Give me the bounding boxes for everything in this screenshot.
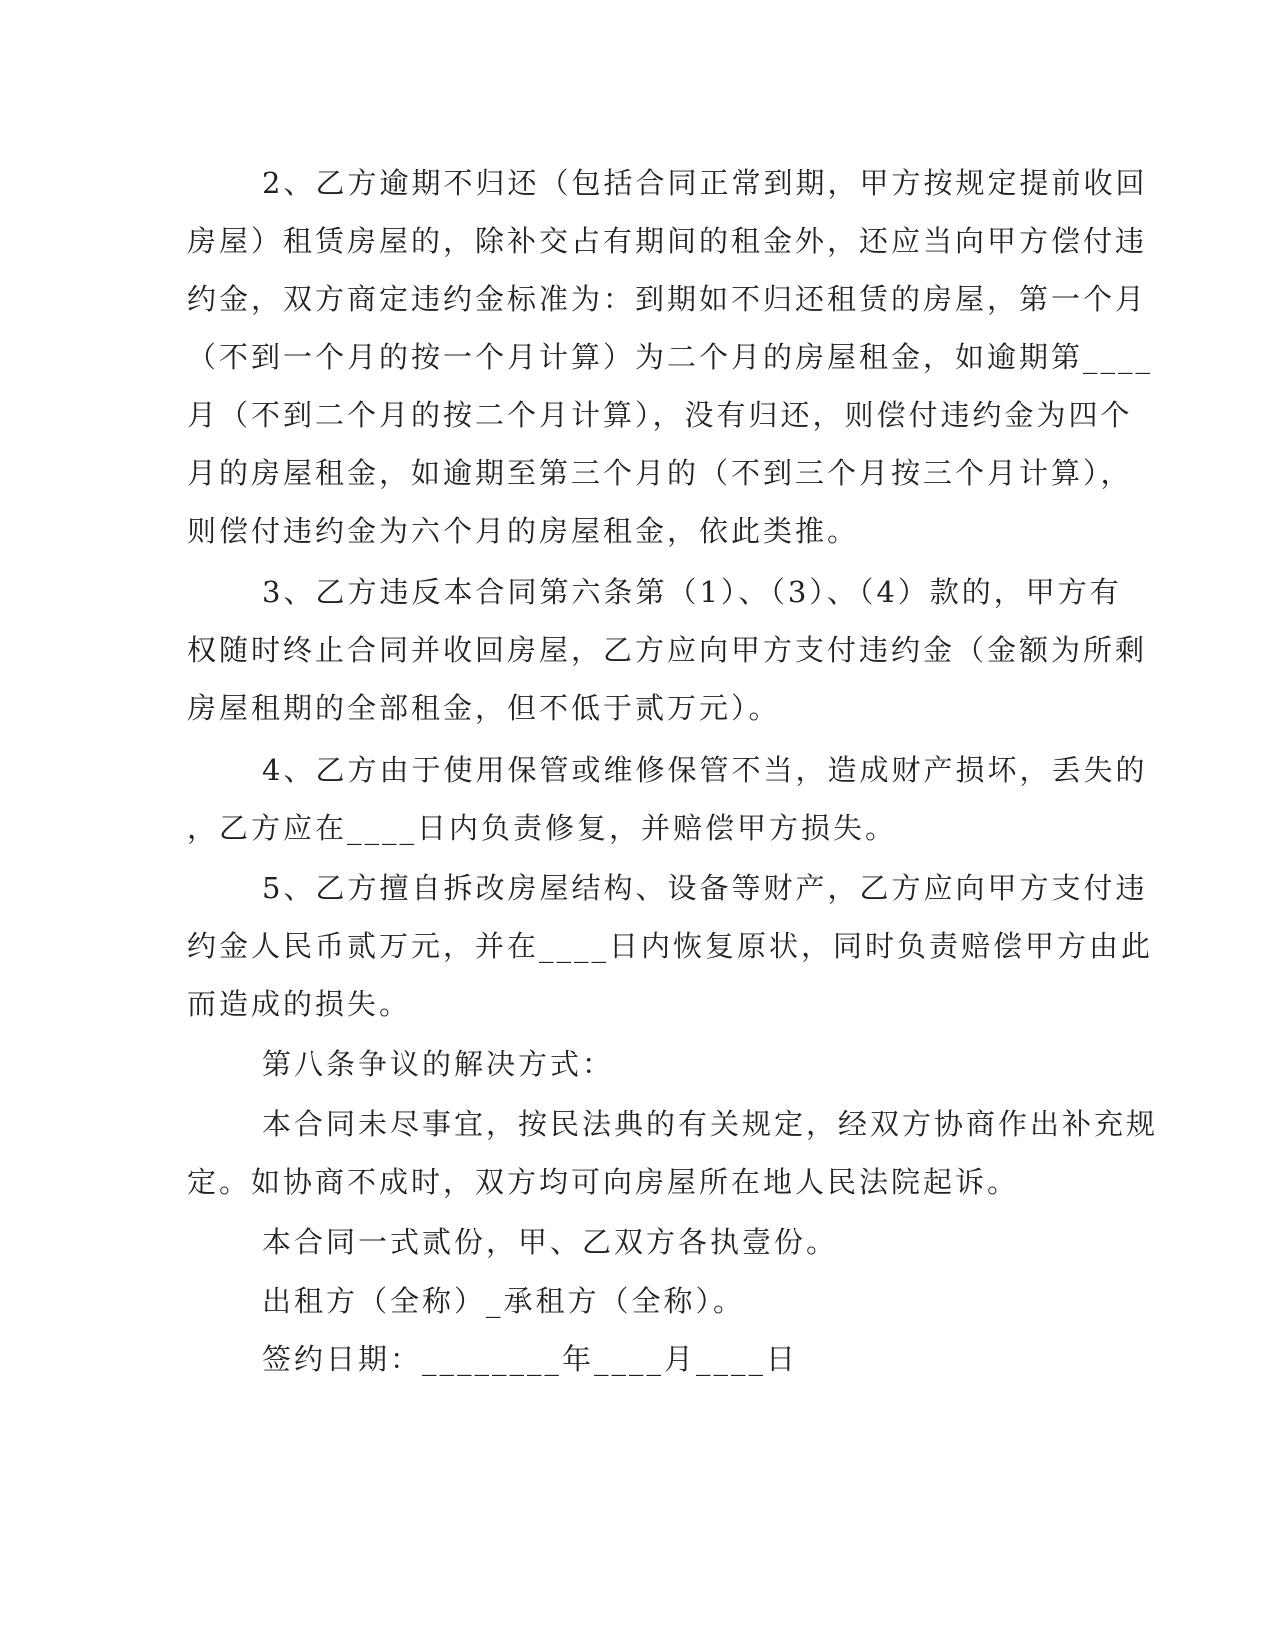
article-8-line-2: 定。如协商不成时，双方均可向房屋所在地人民法院起诉。	[187, 1165, 1020, 1199]
signing-date-line: 签约日期：________年____月____日	[262, 1342, 799, 1376]
clause-2-line-1: 2、乙方逾期不归还（包括合同正常到期，甲方按规定提前收回	[262, 166, 1148, 200]
clause-2-line-4: （不到一个月的按一个月计算）为二个月的房屋租金，如逾期第____	[187, 340, 1154, 374]
article-8-line-1: 本合同未尽事宜，按民法典的有关规定，经双方协商作出补充规	[262, 1107, 1159, 1141]
clause-4-line-2: ，乙方应在____日内负责修复，并赔偿甲方损失。	[187, 811, 898, 845]
clause-2-line-2: 房屋）租赁房屋的，除补交占有期间的租金外，还应当向甲方偿付违	[187, 224, 1148, 258]
clause-2-line-7: 则偿付违约金为六个月的房屋租金，依此类推。	[187, 514, 860, 548]
clause-4-line-1: 4、乙方由于使用保管或维修保管不当，造成财产损坏，丢失的	[262, 753, 1148, 787]
clause-5-line-1: 5、乙方擅自拆改房屋结构、设备等财产，乙方应向甲方支付违	[262, 871, 1148, 905]
clause-5-line-2: 约金人民币贰万元，并在____日内恢复原状，同时负责赔偿甲方由此	[187, 929, 1154, 963]
clause-3-line-2: 权随时终止合同并收回房屋，乙方应向甲方支付违约金（金额为所剩	[187, 633, 1148, 667]
clause-2-line-6: 月的房屋租金，如逾期至第三个月的（不到三个月按三个月计算），	[187, 456, 1133, 490]
clause-2-line-3: 约金，双方商定违约金标准为：到期如不归还租赁的房屋，第一个月	[187, 282, 1148, 316]
clause-5-line-3: 而造成的损失。	[187, 987, 412, 1021]
clause-3-line-1: 3、乙方违反本合同第六条第（1）、（3）、（4）款的，甲方有	[262, 575, 1122, 609]
clause-3-line-3: 房屋租期的全部租金，但不低于贰万元）。	[187, 691, 781, 725]
parties-line: 出租方（全称）_承租方（全称）。	[262, 1284, 746, 1318]
clause-2-line-5: 月（不到二个月的按二个月计算），没有归还，则偿付违约金为四个	[187, 398, 1133, 432]
article-8-heading: 第八条争议的解决方式：	[262, 1047, 615, 1081]
copies-clause: 本合同一式贰份，甲、乙双方各执壹份。	[262, 1225, 839, 1259]
